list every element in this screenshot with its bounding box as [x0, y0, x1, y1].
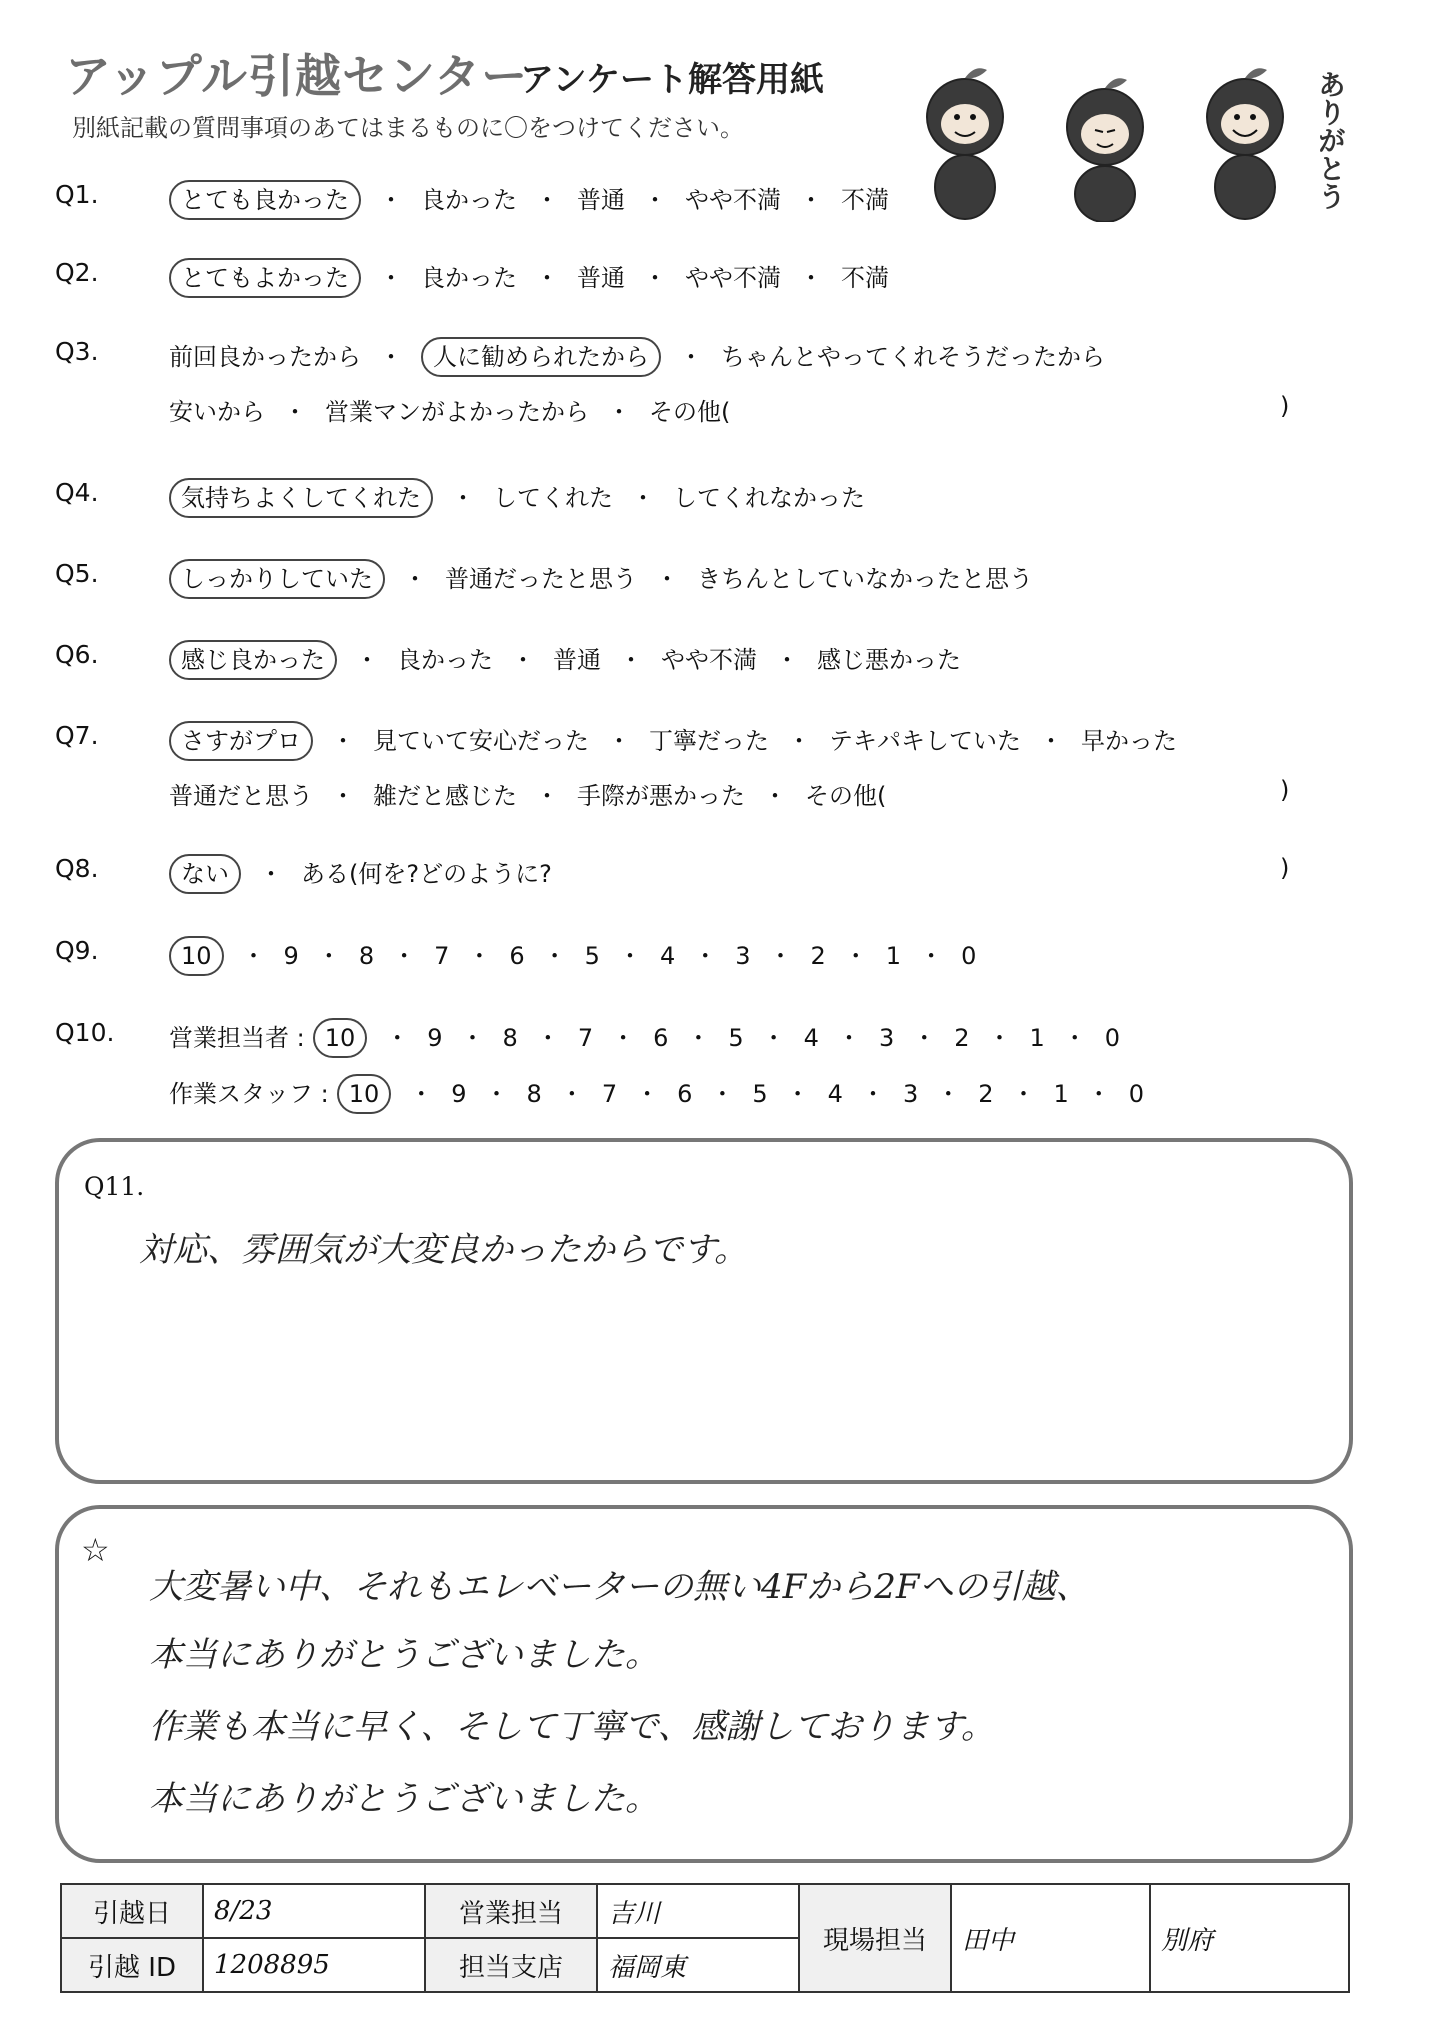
option[interactable]: 営業マンがよかったから	[325, 398, 589, 426]
move-id-label: 引越 ID	[61, 1938, 203, 1992]
score-option[interactable]: 8	[502, 1024, 518, 1052]
score-option[interactable]: 2	[954, 1024, 970, 1052]
option[interactable]: 0	[961, 942, 977, 970]
score-option[interactable]: 7	[601, 1080, 618, 1108]
sales-label: 営業担当	[425, 1884, 597, 1938]
separator: ・	[768, 942, 793, 970]
option[interactable]: 普通だと思う	[169, 782, 313, 810]
score-option[interactable]: 3	[902, 1080, 919, 1108]
score-option[interactable]: 4	[803, 1024, 819, 1052]
option[interactable]: 丁寧だった	[649, 727, 769, 755]
separator: ・	[535, 264, 559, 292]
option[interactable]: 9	[283, 942, 299, 970]
selected-option[interactable]: とてもよかった	[169, 258, 361, 298]
option-line	[165, 478, 869, 513]
star-icon: ☆	[81, 1531, 110, 1569]
separator: ・	[467, 942, 492, 970]
option[interactable]: ちゃんとやってくれそうだったから	[721, 343, 1105, 371]
separator: ・	[775, 646, 799, 674]
option[interactable]: ある(何を?どのように?	[301, 860, 552, 888]
selected-score[interactable]: 10	[313, 1018, 368, 1058]
site-staff-label: 現場担当	[799, 1884, 951, 1992]
question-8	[55, 854, 1355, 894]
option[interactable]: 不満	[841, 186, 889, 214]
separator: ・	[761, 1024, 786, 1052]
separator: ・	[283, 398, 307, 426]
separator: ・	[1011, 1080, 1036, 1108]
option[interactable]: してくれた	[493, 484, 613, 512]
question-3	[55, 337, 1355, 426]
score-option[interactable]: 3	[878, 1024, 895, 1052]
separator: ・	[535, 186, 559, 214]
question-6	[55, 640, 1355, 680]
score-option[interactable]: 6	[653, 1024, 669, 1052]
score-option[interactable]: 4	[827, 1080, 843, 1108]
option[interactable]: 安いから	[169, 398, 265, 426]
separator: ・	[379, 186, 403, 214]
question-label: Q3.	[55, 337, 99, 366]
selected-option[interactable]: とても良かった	[169, 180, 361, 220]
separator: ・	[535, 1024, 560, 1052]
comment-line-1: 大変暑い中、それもエレベーターの無い4Fから2Fへの引越、	[149, 1567, 1090, 1607]
score-option[interactable]: 5	[752, 1080, 768, 1108]
option[interactable]: 良かった	[421, 186, 517, 214]
separator: ・	[392, 942, 417, 970]
separator: ・	[611, 1024, 636, 1052]
question-7	[55, 721, 1355, 810]
selected-option[interactable]: 感じ良かった	[169, 640, 337, 680]
option[interactable]: 良かった	[397, 646, 493, 674]
question-4	[55, 478, 1355, 518]
score-option[interactable]: 9	[451, 1080, 467, 1108]
separator: ・	[936, 1080, 961, 1108]
comment-line-3: 作業も本当に早く、そして丁寧で、感謝しております。	[149, 1707, 995, 1747]
separator: ・	[763, 782, 787, 810]
option-line	[165, 640, 965, 675]
separator: ・	[787, 727, 811, 755]
option[interactable]: 3	[735, 942, 751, 970]
option[interactable]: してくれなかった	[673, 484, 865, 512]
option-line	[165, 337, 1109, 372]
rating-target-label: 営業担当者 :	[169, 1024, 305, 1052]
separator: ・	[259, 860, 283, 888]
separator: ・	[511, 646, 535, 674]
separator: ・	[607, 398, 631, 426]
form-title: アンケート解答用紙	[520, 60, 824, 100]
question-label: Q6.	[55, 640, 99, 669]
separator: ・	[607, 727, 631, 755]
separator: ・	[912, 1024, 937, 1052]
score-option[interactable]: 7	[577, 1024, 594, 1052]
separator: ・	[331, 782, 355, 810]
question-label: Q7.	[55, 721, 99, 750]
option[interactable]: 2	[810, 942, 826, 970]
score-option[interactable]: 9	[427, 1024, 443, 1052]
option[interactable]: やや不満	[685, 186, 781, 214]
question-1	[55, 180, 1355, 220]
question-9	[55, 936, 1355, 976]
separator: ・	[484, 1080, 509, 1108]
comment-line-2: 本当にありがとうございました。	[149, 1635, 659, 1675]
company-name: アップル引越センター	[65, 49, 529, 103]
instructions: 別紙記載の質問事項のあてはまるものに〇をつけてください。	[72, 114, 744, 142]
separator: ・	[355, 646, 379, 674]
option[interactable]: 感じ悪かった	[817, 646, 961, 674]
separator: ・	[241, 942, 266, 970]
q10-row-sales	[165, 1018, 1124, 1053]
option[interactable]: 普通だったと思う	[445, 565, 637, 593]
option[interactable]: 5	[584, 942, 600, 970]
option-line	[165, 936, 980, 971]
question-q10	[55, 1018, 1355, 1108]
separator: ・	[542, 942, 567, 970]
site-staff-1: 田中	[951, 1884, 1150, 1992]
option-line	[165, 559, 1037, 594]
separator: ・	[679, 343, 703, 371]
closing-paren: )	[1280, 392, 1290, 420]
option[interactable]: 7	[434, 942, 450, 970]
separator: ・	[799, 186, 823, 214]
question-label: Q9.	[55, 936, 99, 965]
score-option[interactable]: 0	[1104, 1024, 1121, 1052]
question-label: Q10.	[55, 1018, 115, 1047]
q11-label: Q11.	[84, 1172, 145, 1201]
q11-answer-box	[55, 1138, 1353, 1484]
selected-score[interactable]: 10	[337, 1074, 392, 1114]
option[interactable]: きちんとしていなかったと思う	[697, 565, 1033, 593]
option[interactable]: 雑だと感じた	[373, 782, 517, 810]
separator: ・	[460, 1024, 485, 1052]
option[interactable]: やや不満	[661, 646, 757, 674]
score-option[interactable]: 5	[728, 1024, 744, 1052]
question-label: Q4.	[55, 478, 99, 507]
separator: ・	[535, 782, 559, 810]
option[interactable]: 前回良かったから	[169, 343, 361, 371]
option[interactable]: 早かった	[1081, 727, 1177, 755]
score-option[interactable]: 6	[677, 1080, 693, 1108]
selected-option[interactable]: しっかりしていた	[169, 559, 385, 599]
separator: ・	[655, 565, 679, 593]
option-line	[165, 721, 1181, 756]
separator: ・	[860, 1080, 885, 1108]
question-label: Q8.	[55, 854, 99, 883]
separator: ・	[843, 942, 868, 970]
separator: ・	[987, 1024, 1012, 1052]
comment-box	[55, 1505, 1353, 1863]
separator: ・	[919, 942, 944, 970]
option[interactable]: 4	[659, 942, 676, 970]
rating-target-label: 作業スタッフ :	[169, 1080, 329, 1108]
score-option[interactable]: 2	[978, 1080, 994, 1108]
footer-table	[60, 1883, 1350, 1993]
question-label: Q5.	[55, 559, 99, 588]
separator: ・	[785, 1080, 810, 1108]
separator: ・	[385, 1024, 410, 1052]
selected-option[interactable]: 気持ちよくしてくれた	[169, 478, 433, 518]
option[interactable]: 6	[509, 942, 525, 970]
option[interactable]: その他(	[805, 782, 887, 810]
option[interactable]: テキパキしていた	[829, 727, 1021, 755]
separator: ・	[643, 264, 667, 292]
site-staff-2: 別府	[1150, 1884, 1349, 1992]
separator: ・	[631, 484, 655, 512]
selected-option[interactable]: 人に勧められたから	[421, 337, 661, 377]
score-option[interactable]: 0	[1128, 1080, 1145, 1108]
separator: ・	[1086, 1080, 1111, 1108]
separator: ・	[643, 186, 667, 214]
separator: ・	[1062, 1024, 1087, 1052]
branch-label: 担当支店	[425, 1938, 597, 1992]
q10-row-staff	[165, 1074, 1148, 1109]
closing-paren: )	[1280, 854, 1290, 882]
comment-line-4: 本当にありがとうございました。	[149, 1779, 659, 1819]
option-line	[165, 258, 893, 293]
separator: ・	[409, 1080, 434, 1108]
question-label: Q2.	[55, 258, 99, 287]
option[interactable]: 普通	[577, 186, 625, 214]
option[interactable]: 1	[885, 942, 902, 970]
selected-option[interactable]: さすがプロ	[169, 721, 313, 761]
separator: ・	[617, 942, 642, 970]
separator: ・	[635, 1080, 660, 1108]
option[interactable]: 良かった	[421, 264, 517, 292]
option-line	[165, 180, 893, 215]
sales-value: 吉川	[597, 1884, 799, 1938]
thanks-text: ありがとう	[1314, 70, 1347, 210]
selected-option[interactable]: ない	[169, 854, 241, 894]
separator: ・	[836, 1024, 861, 1052]
branch-value: 福岡東	[597, 1938, 799, 1992]
q11-answer-text: 対応、雰囲気が大変良かったからです。	[139, 1230, 748, 1270]
separator: ・	[693, 942, 718, 970]
separator: ・	[710, 1080, 735, 1108]
separator: ・	[379, 343, 403, 371]
option[interactable]: 普通	[577, 264, 625, 292]
option[interactable]: 8	[358, 942, 375, 970]
separator: ・	[379, 264, 403, 292]
separator: ・	[619, 646, 643, 674]
score-option[interactable]: 1	[1053, 1080, 1069, 1108]
option[interactable]: 普通	[553, 646, 601, 674]
separator: ・	[403, 565, 427, 593]
option[interactable]: やや不満	[685, 264, 781, 292]
option-line	[165, 392, 734, 427]
closing-paren: )	[1280, 776, 1290, 804]
move-date-value: 8/23	[203, 1884, 425, 1938]
option[interactable]: その他(	[649, 398, 731, 426]
separator: ・	[331, 727, 355, 755]
move-id-value: 1208895	[203, 1938, 425, 1992]
option-line	[165, 776, 890, 811]
separator: ・	[316, 942, 341, 970]
score-option[interactable]: 8	[526, 1080, 542, 1108]
option[interactable]: 不満	[841, 264, 889, 292]
separator: ・	[799, 264, 823, 292]
question-2	[55, 258, 1355, 298]
option-line	[165, 854, 556, 889]
separator: ・	[1039, 727, 1063, 755]
move-date-label: 引越日	[61, 1884, 203, 1938]
separator: ・	[559, 1080, 584, 1108]
option[interactable]: 見ていて安心だった	[373, 727, 589, 755]
separator: ・	[451, 484, 475, 512]
question-5	[55, 559, 1355, 599]
score-option[interactable]: 1	[1029, 1024, 1045, 1052]
separator: ・	[686, 1024, 711, 1052]
question-label: Q1.	[55, 180, 99, 209]
option[interactable]: 手際が悪かった	[577, 782, 745, 810]
selected-option[interactable]: 10	[169, 936, 224, 976]
